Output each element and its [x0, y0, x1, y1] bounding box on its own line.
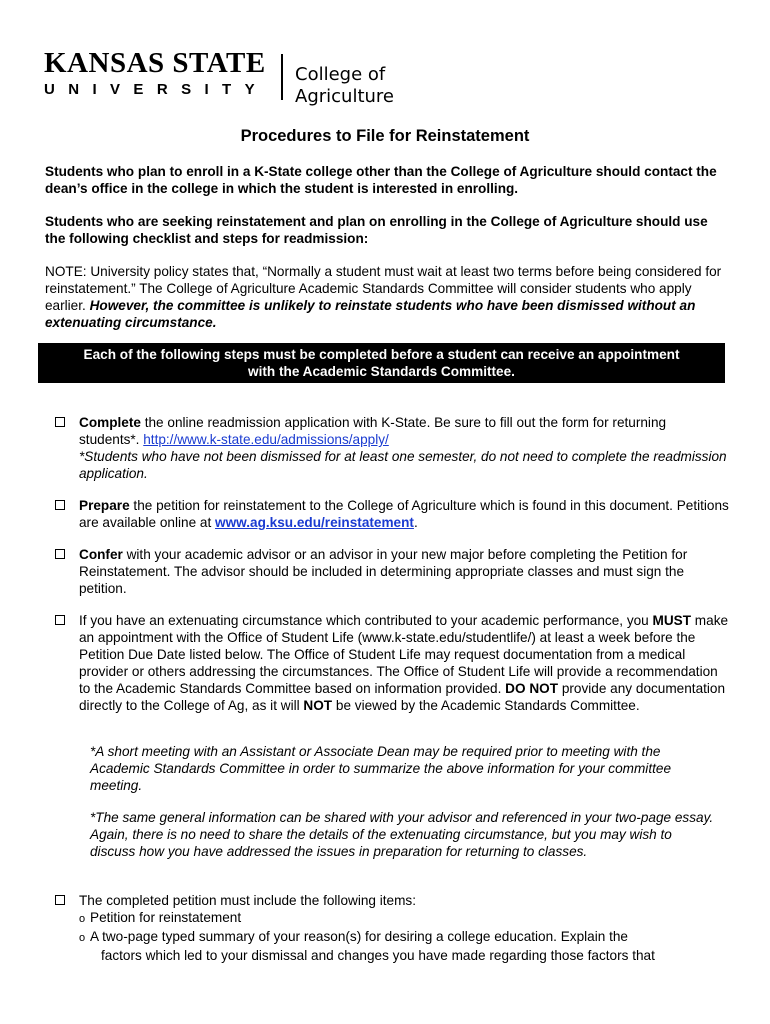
checkbox-icon[interactable]: [55, 895, 65, 905]
logo-divider: [281, 54, 283, 100]
step-text: with your academic advisor or an advisor in your new major before completing the Petition for Reinstatement. The advisor should be included in determining appropriate classes and must sign the petition.: [79, 547, 688, 596]
logo-university: UNIVERSITY: [44, 81, 269, 98]
note-dean-meeting: *A short meeting with an Assistant or Associate Dean may be required prior to meeting with the Academic Standards Committee in order to summarize the above information for your committee meeting.: [90, 744, 671, 793]
step-keyword: Confer: [79, 547, 123, 562]
logo-college: College of Agriculture: [295, 64, 394, 107]
banner-line-1: Each of the following steps must be completed before a student can receive an appointment: [83, 347, 680, 362]
step-end: .: [413, 515, 418, 530]
policy-note-text: NOTE: University policy states that, “Normally a student must wait at least two terms before being considered for reinstatement.” The College of Agriculture Academic Standards Committee will consider students who apply earlier.: [45, 264, 722, 313]
checkbox-icon[interactable]: [55, 549, 65, 559]
step-text: the online readmission application with K-State. Be sure to fill out the form for returning students*.: [79, 415, 667, 447]
sub-item-summary: [79, 928, 729, 964]
sub-item-continuation: factors which led to your dismissal and changes you have made regarding those factors that: [101, 948, 655, 963]
policy-note-emphasis: However, the committee is unlikely to reinstate students who have been dismissed without an extenuating circumstance.: [45, 298, 696, 330]
step-text: be viewed by the Academic Standards Committee.: [332, 698, 640, 713]
policy-note: [45, 263, 725, 331]
checklist-item-complete: [55, 414, 730, 482]
banner-line-2: with the Academic Standards Committee.: [248, 364, 515, 379]
emphasis-not: NOT: [303, 698, 333, 713]
step-text: the petition for reinstatement to the College of Agriculture which is found in this document. Petitions are available online at: [79, 498, 729, 530]
emphasis-must: MUST: [652, 613, 692, 628]
step-text: The completed petition must include the following items:: [79, 893, 416, 908]
logo-institution: KANSAS STATE: [44, 47, 266, 79]
checkbox-icon[interactable]: [55, 615, 65, 625]
readmission-note: *Students who have not been dismissed for at least one semester, do not need to complete the readmission application.: [79, 449, 727, 481]
steps-banner: [38, 343, 725, 383]
step-keyword: Complete: [79, 415, 141, 430]
sub-item-text: Petition for reinstatement: [90, 910, 242, 925]
sub-item-text: A two-page typed summary of your reason(s) for desiring a college education. Explain the: [90, 929, 628, 944]
step-text: If you have an extenuating circumstance which contributed to your academic performance, you: [79, 613, 653, 628]
intro-paragraph-1: Students who plan to enroll in a K-State college other than the College of Agriculture should contact the dean’s office in the college in which the student is interested in enrolling.: [45, 164, 717, 196]
step-text: make an appointment with the Office of Student Life (www.k-state.edu/studentlife/) at least a week before the Petition Due Date listed below. The Office of Student Life may request documentation from a medical provider or others addressing the circumstances. The Office of Student Life will provide a recommendation to the Academic Standards Committee based on information provided.: [79, 613, 729, 696]
checklist-item-confer: [55, 546, 730, 597]
intro-paragraph-2: Students who are seeking reinstatement and plan on enrolling in the College of Agriculture should use the following checklist and steps for readmission:: [45, 214, 708, 246]
sub-item-petition: [79, 909, 729, 928]
page-title: Procedures to File for Reinstatement: [240, 127, 530, 145]
bullet-icon: o: [79, 932, 86, 944]
checkbox-icon[interactable]: [55, 417, 65, 427]
checklist-item-extenuating: [55, 612, 730, 714]
kstate-logo: [44, 47, 484, 107]
step-keyword: Prepare: [79, 498, 130, 513]
admissions-apply-link[interactable]: http://www.k-state.edu/admissions/apply/: [143, 432, 389, 447]
step-text: provide any documentation directly to the College of Ag, as it will: [79, 681, 726, 713]
checkbox-icon[interactable]: [55, 500, 65, 510]
reinstatement-link[interactable]: www.ag.ksu.edu/reinstatement: [215, 515, 414, 530]
checklist-item-prepare: [55, 497, 730, 531]
note-shared-info: *The same general information can be shared with your advisor and referenced in your two-page essay. Again, there is no need to share the details of the extenuating circumstance, but you may wish to discuss how you have addressed the issues in preparation for returning to classes.: [90, 810, 714, 859]
bullet-icon: o: [79, 913, 86, 925]
checklist-item-petition: [55, 892, 730, 909]
emphasis-do-not: DO NOT: [505, 681, 559, 696]
